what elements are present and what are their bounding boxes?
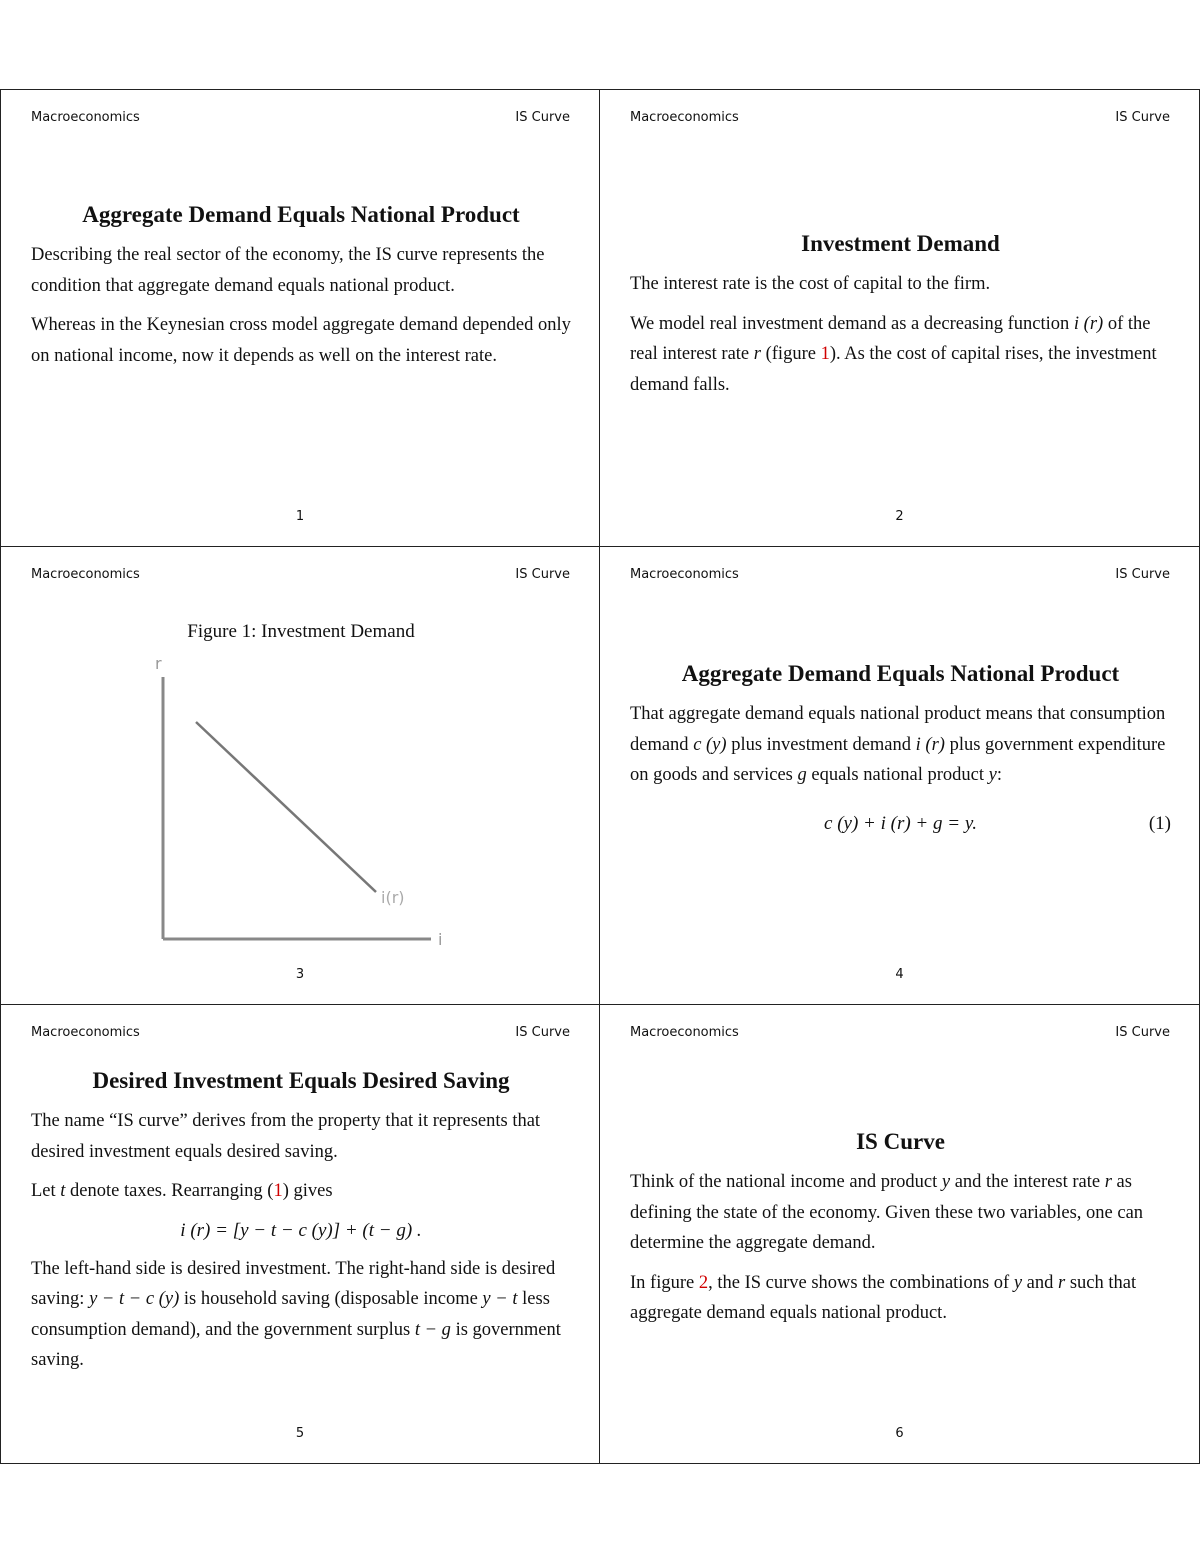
page-number: 2	[895, 509, 904, 524]
slide-title: Investment Demand	[801, 231, 1000, 256]
investment-demand-line	[196, 722, 376, 892]
page-number: 3	[295, 967, 305, 982]
math-inline: r	[1058, 1272, 1066, 1293]
figure-reference-link[interactable]: 1	[820, 344, 830, 364]
equation: i (r) = [y − t − c (y)] + (t − g) .	[180, 1219, 422, 1241]
slide-title: Aggregate Demand Equals National Product	[82, 202, 520, 227]
slide-title: Desired Investment Equals Desired Saving	[92, 1068, 510, 1093]
page-number: 1	[295, 509, 305, 524]
paragraph: Describing the real sector of the economy, the IS curve represents the condition that aggregate demand equals national product.	[31, 245, 545, 296]
text-run: of the real interest rate	[630, 313, 1151, 364]
equation-block	[630, 809, 1171, 839]
math-inline: i (r)	[915, 734, 945, 755]
slide-grid	[0, 89, 1200, 1464]
slide-6	[600, 1005, 1200, 1464]
paragraph	[630, 309, 1171, 401]
page-number: 5	[295, 1426, 305, 1441]
math-inline: c (y)	[693, 734, 727, 755]
slide-5	[0, 1005, 600, 1464]
math-inline: y − t − c (y)	[89, 1289, 180, 1309]
text-run: is government saving.	[31, 1319, 561, 1370]
text-run: Think of the national income and product	[630, 1172, 942, 1192]
slide-header	[31, 110, 570, 125]
text-run: (figure	[760, 344, 821, 364]
text-run: denote taxes. Rearranging (	[65, 1181, 274, 1201]
slide-header	[31, 1025, 570, 1040]
text-run: ) gives	[282, 1181, 333, 1201]
y-axis-label: r	[155, 654, 162, 673]
slide-title: IS Curve	[856, 1129, 945, 1154]
slide-header	[31, 567, 570, 582]
slide-body	[31, 617, 571, 648]
header-course: Macroeconomics	[630, 110, 739, 125]
paragraph	[31, 1176, 571, 1207]
text-run: ). As the cost of capital rises, the investment demand falls.	[630, 344, 1157, 395]
paragraph: The name “IS curve” derives from the property that it represents that desired investment equals desired saving.	[31, 1111, 541, 1162]
curve-label: i(r)	[381, 888, 405, 907]
figure-reference-link[interactable]: 2	[698, 1272, 709, 1293]
text-run: and	[1022, 1272, 1058, 1293]
slide-body	[630, 661, 1171, 851]
paragraph: Whereas in the Keynesian cross model aggregate demand depended only on national income, now it depends as well on the interest rate.	[31, 315, 571, 366]
header-topic: IS Curve	[1115, 567, 1170, 582]
text-run: equals national product	[806, 765, 989, 785]
header-topic: IS Curve	[515, 110, 570, 125]
slide-3	[0, 547, 600, 1005]
text-run: , the IS curve shows the combinations of	[708, 1272, 1014, 1293]
text-run: less consumption demand), and the government surplus	[31, 1289, 550, 1340]
investment-demand-figure	[141, 647, 461, 957]
math-inline: i (r)	[1073, 313, 1104, 334]
text-run: is household saving (disposable income	[179, 1289, 483, 1309]
math-inline: t − g	[414, 1319, 451, 1340]
math-inline: y	[988, 765, 997, 785]
equation: c (y) + i (r) + g = y.	[824, 812, 977, 834]
slide-title: Aggregate Demand Equals National Product	[681, 661, 1120, 686]
header-course: Macroeconomics	[31, 567, 140, 582]
text-run: In figure	[630, 1272, 699, 1293]
paragraph	[630, 699, 1171, 791]
slide-body	[630, 1129, 1171, 1338]
slide-header	[630, 1025, 1170, 1040]
text-run: We model real investment demand as a decreasing function	[630, 313, 1074, 334]
header-course: Macroeconomics	[31, 110, 140, 125]
math-inline: t	[60, 1181, 66, 1201]
text-run: as defining the state of the economy. Given these two variables, one can determine the aggregate demand.	[630, 1172, 1144, 1253]
text-run: Let	[31, 1181, 61, 1201]
slide-header	[630, 110, 1170, 125]
text-run: :	[996, 765, 1002, 785]
paragraph: The interest rate is the cost of capital to the firm.	[630, 274, 991, 294]
equation-number: (1)	[1148, 812, 1171, 834]
text-run: plus investment demand	[726, 734, 916, 755]
header-topic: IS Curve	[515, 567, 570, 582]
slide-2	[600, 89, 1200, 547]
header-course: Macroeconomics	[31, 1025, 140, 1040]
slide-1	[0, 89, 600, 547]
text-run: plus government expenditure on goods and services	[630, 734, 1166, 785]
paragraph	[630, 1167, 1171, 1259]
math-inline: y	[941, 1172, 951, 1192]
text-run: The left-hand side is desired investment. The right-hand side is desired saving:	[31, 1258, 556, 1309]
header-topic: IS Curve	[1115, 1025, 1170, 1040]
page-number: 4	[895, 967, 904, 982]
equation-reference-link[interactable]: 1	[273, 1181, 283, 1201]
header-topic: IS Curve	[1115, 110, 1170, 125]
header-topic: IS Curve	[515, 1025, 570, 1040]
text-run: such that aggregate demand equals national product.	[630, 1272, 1137, 1323]
paragraph	[630, 1268, 1171, 1329]
page-number: 6	[895, 1426, 904, 1441]
slide-4	[600, 547, 1200, 1005]
slide-body	[31, 1068, 571, 1385]
math-inline: y	[1013, 1272, 1023, 1293]
slide-body	[31, 202, 571, 380]
x-axis-label: i	[438, 930, 443, 949]
slide-body	[630, 231, 1171, 409]
math-inline: y − t	[482, 1289, 518, 1309]
figure-caption: Figure 1: Investment Demand	[187, 621, 415, 642]
header-course: Macroeconomics	[630, 567, 739, 582]
slide-header	[630, 567, 1170, 582]
math-inline: r	[753, 344, 761, 364]
paragraph	[31, 1254, 571, 1376]
text-run: and the interest rate	[950, 1172, 1105, 1192]
math-inline: r	[1104, 1172, 1112, 1192]
text-run: That aggregate demand equals national product means that consumption demand	[630, 704, 1166, 755]
header-course: Macroeconomics	[630, 1025, 739, 1040]
equation-block	[31, 1216, 571, 1246]
math-inline: g	[797, 765, 807, 785]
